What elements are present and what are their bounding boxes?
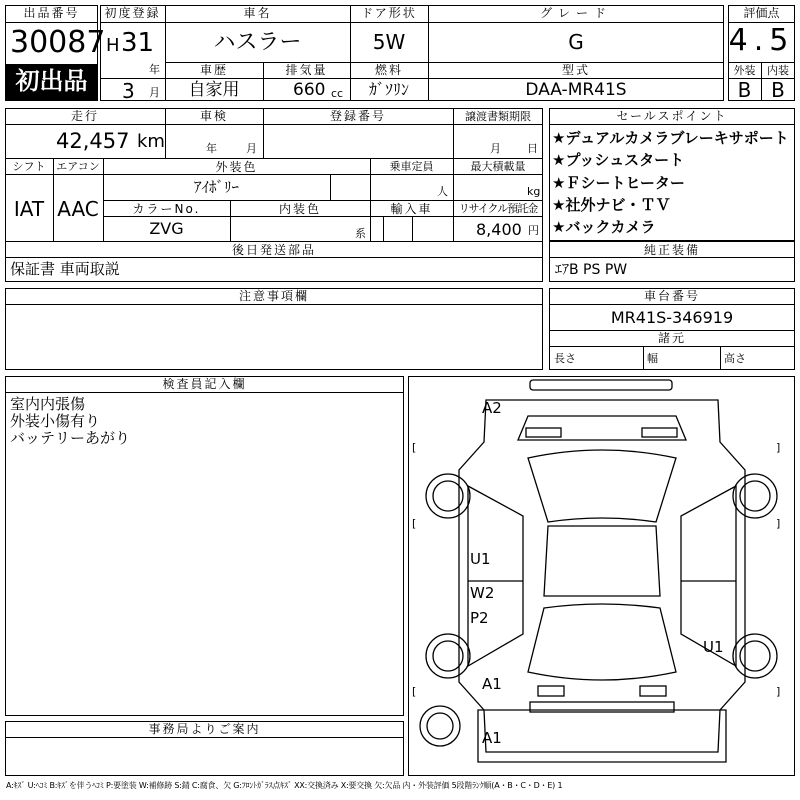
width-label: 幅 <box>647 352 658 365</box>
damage-a2: A2 <box>482 399 502 417</box>
load-unit: kg <box>527 185 541 198</box>
damage-u1-left: U1 <box>470 550 491 568</box>
rating-label: 評価点 <box>743 6 780 20</box>
equipment-label: 純正装備 <box>643 243 700 257</box>
ac-label: エアコン <box>56 160 100 173</box>
interior-grade: B <box>771 78 785 102</box>
model-value: DAA-MR41S <box>525 80 627 100</box>
ext-color-label: 外装色 <box>215 160 258 174</box>
inspection-label: 車検 <box>199 109 228 123</box>
spare-tire <box>420 706 460 746</box>
first-listing-text: 初出品 <box>15 67 88 95</box>
displacement-label: 排気量 <box>285 63 328 77</box>
headlight-left <box>526 428 561 437</box>
year-unit: 年 <box>149 63 160 76</box>
bracket-left-bot: [ <box>412 685 417 698</box>
model-label: 型式 <box>561 63 590 77</box>
car-name-label: 車名 <box>243 6 272 20</box>
sales-point-5: ★バックカメラ <box>552 218 656 236</box>
int-color-unit: 系 <box>355 227 366 240</box>
color-no-value: ZVG <box>149 219 184 238</box>
sales-point-3: ★Ｆシートヒーター <box>552 174 685 192</box>
front-bumper <box>530 380 672 390</box>
recycle-label: リサイクル預託金 <box>458 202 538 215</box>
shift-label: シフト <box>12 160 46 173</box>
plate-label: 登録番号 <box>329 109 386 123</box>
reg-year: 31 <box>121 28 155 58</box>
bracket-left-mid: [ <box>412 517 417 530</box>
notes-label: 注意事項欄 <box>238 289 309 303</box>
ac-value: AAC <box>57 197 99 221</box>
recycle-value: 8,400 <box>476 220 522 239</box>
dims-label: 諸元 <box>657 331 686 345</box>
door-value: 5W <box>372 30 406 54</box>
reg-month: 3 <box>122 79 135 103</box>
interior-label: 内装 <box>767 64 789 77</box>
sales-point-2: ★プッシュスタート <box>552 151 685 169</box>
mileage-unit: km <box>137 131 165 152</box>
car-name: ハスラー <box>213 30 302 55</box>
inspector-line-2: 外装小傷有り <box>10 412 101 430</box>
history-value: 自家用 <box>188 80 240 100</box>
body-outline <box>459 400 745 752</box>
inspector-line-3: バッテリーあがり <box>10 429 131 447</box>
mileage-label: 走行 <box>70 109 99 123</box>
lot-number: 30087 <box>10 25 106 60</box>
load-label: 最大積載量 <box>470 160 526 173</box>
damage-w2: W2 <box>470 584 495 602</box>
tail-left <box>538 686 564 696</box>
fuel-label: 燃料 <box>374 63 403 77</box>
bracket-right-bot: ] <box>776 685 781 698</box>
inspector-line-1: 室内内張傷 <box>10 395 86 413</box>
bracket-right-mid: ] <box>776 517 781 530</box>
import-label: 輸入車 <box>390 202 433 216</box>
inspection-year-unit: 年 <box>206 142 217 155</box>
inspection-month-unit: 月 <box>246 142 257 155</box>
tail-right <box>640 686 666 696</box>
fuel-value: ｶﾞｿﾘﾝ <box>368 80 409 99</box>
car-diagram <box>408 376 795 776</box>
grade-value: G <box>568 30 584 54</box>
exterior-label: 外装 <box>733 64 756 77</box>
equipment-value: ｴｱB PS PW <box>555 262 628 278</box>
later-parts-label: 後日発送部品 <box>231 243 316 257</box>
month-unit: 月 <box>149 86 160 99</box>
grade-label: グレード <box>539 6 612 20</box>
displacement-unit: cc <box>331 87 344 100</box>
roof <box>544 526 660 596</box>
legend: A:ｷｽﾞ U:ﾍｺﾐ B:ｷｽﾞを伴うﾍｺﾐ P:要塗装 W:補修跡 S:錆 C:腐食、欠 G:ﾌﾛﾝﾄｶﾞﾗｽ点ｷｽﾞ XX:交換済み X:要交換 欠:欠品 内・外装評価 5段階ﾗﾝｸ順(A・B・C・D・E) 1 <box>6 781 563 790</box>
sales-points-label: セールスポイント <box>616 109 728 123</box>
int-color-label: 内装色 <box>278 202 321 216</box>
transfer-day-unit: 日 <box>527 142 538 155</box>
era-letter: H <box>106 35 120 56</box>
damage-a1-bottom: A1 <box>482 675 502 693</box>
rear-hatch <box>478 710 726 762</box>
headlight-right <box>642 428 677 437</box>
sales-point-4: ★社外ナビ・ＴＶ <box>552 196 671 214</box>
capacity-unit: 人 <box>437 185 448 198</box>
transfer-label: 譲渡書類期限 <box>465 110 531 123</box>
capacity-label: 乗車定員 <box>389 160 434 173</box>
height-label: 高さ <box>724 352 746 365</box>
mileage-value: 42,457 <box>56 129 130 153</box>
exterior-grade: B <box>737 78 752 102</box>
lot-label: 出品番号 <box>23 6 80 20</box>
damage-u1-right: U1 <box>703 638 724 656</box>
rating-value: 4.5 <box>728 23 795 58</box>
left-side <box>468 486 523 666</box>
displacement-value: 660 <box>293 80 326 100</box>
ext-color-value: ｱｲﾎﾞﾘｰ <box>193 178 239 196</box>
length-label: 長さ <box>554 352 576 365</box>
shift-value: IAT <box>13 197 45 221</box>
later-parts-value: 保証書 車両取説 <box>10 260 120 278</box>
bracket-left-top: [ <box>412 441 417 454</box>
inspector-label: 検査員記入欄 <box>162 377 247 391</box>
recycle-unit: 円 <box>528 224 539 237</box>
color-no-label: カラーNo. <box>132 202 201 216</box>
sales-point-1: ★デュアルカメラブレーキサポート <box>552 129 789 147</box>
damage-a1-spare: A1 <box>482 729 502 747</box>
first-reg-label: 初度登録 <box>104 6 161 20</box>
bracket-right-top: ] <box>776 441 781 454</box>
rear-window <box>528 604 676 680</box>
chassis-label: 車台番号 <box>643 289 700 303</box>
door-label: ドア形状 <box>361 6 417 20</box>
windshield <box>528 450 676 522</box>
history-label: 車歴 <box>199 63 228 77</box>
transfer-month-unit: 月 <box>490 142 501 155</box>
office-label: 事務局よりご案内 <box>148 722 261 736</box>
chassis-number: MR41S-346919 <box>610 308 734 327</box>
damage-p2: P2 <box>470 609 489 627</box>
